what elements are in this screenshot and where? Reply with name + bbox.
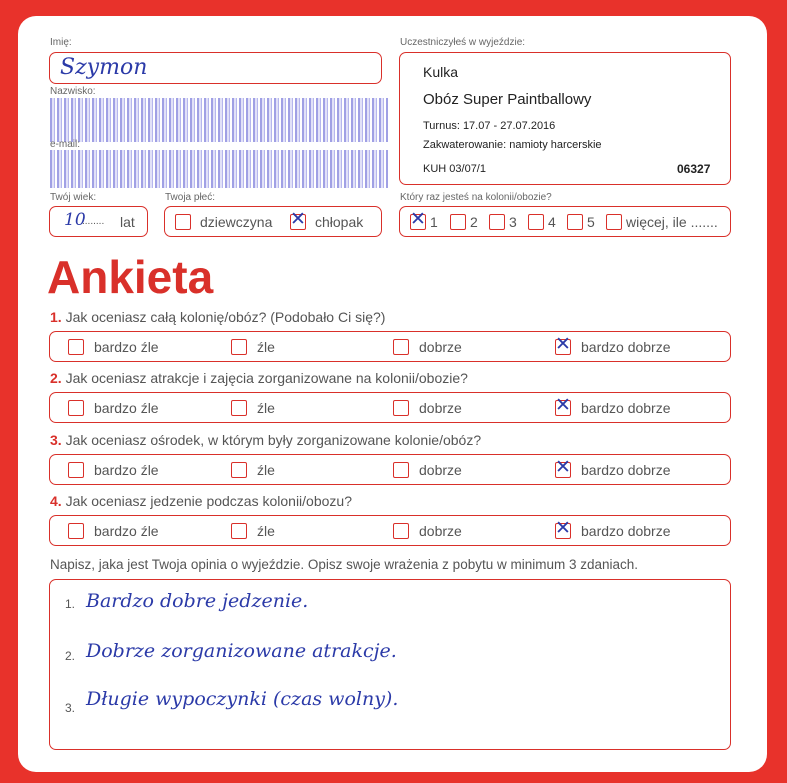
answer-row-4 [49, 515, 731, 546]
question-text: Jak oceniasz atrakcje i zajęcia zorganizowane na kolonii/obozie? [65, 370, 468, 386]
check-mark-icon: ✕ [555, 517, 571, 539]
opinion-num-3: 3. [65, 701, 76, 715]
answer-checkbox-4-2[interactable] [231, 523, 247, 539]
ktory-label-3: 3 [509, 214, 517, 230]
opinion-box[interactable] [49, 579, 731, 750]
answer-checkbox-1-1[interactable] [68, 339, 84, 355]
question-text: Jak oceniasz jedzenie podczas kolonii/obozu? [65, 493, 352, 509]
answer-checkbox-4-3[interactable] [393, 523, 409, 539]
plec-label-chlopak: chłopak [315, 214, 364, 230]
answer-checkbox-1-2[interactable] [231, 339, 247, 355]
ktory-label-1: 1 [430, 214, 438, 230]
answer-checkbox-4-1[interactable] [68, 523, 84, 539]
question-3 [50, 432, 481, 448]
label-nazwisko: Nazwisko: [50, 86, 96, 97]
label-plec: Twoja płeć: [165, 192, 216, 203]
question-text: Jak oceniasz ośrodek, w którym były zorganizowane kolonie/obóz? [65, 432, 482, 448]
answer-checkbox-2-2[interactable] [231, 400, 247, 416]
answer-label: źle [257, 339, 275, 355]
question-2 [50, 370, 468, 386]
check-mark-icon: ✕ [410, 208, 426, 230]
camp-title: Obóz Super Paintballowy [423, 91, 592, 108]
camp-name: Kulka [423, 64, 459, 80]
answer-checkbox-3-2[interactable] [231, 462, 247, 478]
answer-checkbox-4-4[interactable] [555, 517, 571, 539]
answer-label: dobrze [419, 339, 462, 355]
answer-row-1 [49, 331, 731, 362]
nazwisko-redacted [50, 98, 388, 142]
email-redacted [50, 150, 388, 188]
answer-label: dobrze [419, 400, 462, 416]
answer-label: bardzo dobrze [581, 400, 671, 416]
opinion-num-2: 2. [65, 649, 76, 663]
ktory-label-4: 4 [548, 214, 556, 230]
camp-number: 06327 [677, 162, 711, 176]
answer-label: bardzo źle [94, 523, 159, 539]
ktory-checkbox-2[interactable] [450, 214, 466, 230]
check-mark-icon: ✕ [555, 333, 571, 355]
label-imie: Imię: [50, 37, 72, 48]
plec-checkbox-chlopak[interactable] [290, 208, 306, 230]
answer-label: bardzo dobrze [581, 523, 671, 539]
question-4 [50, 493, 352, 509]
opinion-text-3: Długie wypoczynki (czas wolny). [86, 688, 399, 710]
ktory-checkbox-5[interactable] [567, 214, 583, 230]
answer-checkbox-2-3[interactable] [393, 400, 409, 416]
wiek-dots: ........ [82, 216, 105, 227]
wiek-value: 10 [64, 210, 86, 230]
plec-checkbox-dziewczyna[interactable] [175, 214, 191, 230]
plec-field [164, 206, 382, 237]
answer-row-2 [49, 392, 731, 423]
camp-info-box [399, 52, 731, 185]
ktory-checkbox-1[interactable] [410, 208, 426, 230]
answer-label: dobrze [419, 523, 462, 539]
answer-checkbox-2-4[interactable] [555, 394, 571, 416]
question-number: 3. [50, 432, 62, 448]
question-text: Jak oceniasz całą kolonię/obóz? (Podobało Ci się?) [65, 309, 386, 325]
answer-checkbox-1-3[interactable] [393, 339, 409, 355]
answer-checkbox-2-1[interactable] [68, 400, 84, 416]
question-1 [50, 309, 385, 325]
ktory-checkbox-4[interactable] [528, 214, 544, 230]
label-email: e-mail: [50, 139, 81, 150]
wiek-unit: lat [120, 214, 135, 230]
camp-turnus: Turnus: 17.07 - 27.07.2016 [423, 120, 556, 132]
answer-checkbox-3-1[interactable] [68, 462, 84, 478]
answer-label: źle [257, 523, 275, 539]
answer-checkbox-3-4[interactable] [555, 456, 571, 478]
answer-label: źle [257, 400, 275, 416]
ktory-checkbox-3[interactable] [489, 214, 505, 230]
ktory-label-5: 5 [587, 214, 595, 230]
ktory-checkbox-more[interactable] [606, 214, 622, 230]
label-ktory: Który raz jesteś na kolonii/obozie? [400, 192, 552, 203]
imie-value: Szymon [60, 55, 148, 80]
plec-label-dziewczyna: dziewczyna [200, 214, 273, 230]
answer-label: dobrze [419, 462, 462, 478]
ktory-label-more: więcej, ile ....... [626, 214, 718, 230]
imie-field[interactable] [49, 52, 382, 84]
opinion-prompt: Napisz, jaka jest Twoja opinia o wyjeździe. Opisz swoje wrażenia z pobytu w minimum 3 zdaniach. [50, 557, 639, 572]
answer-label: źle [257, 462, 275, 478]
camp-zakwaterowanie: Zakwaterowanie: namioty harcerskie [423, 139, 602, 151]
answer-row-3 [49, 454, 731, 485]
survey-title: Ankieta [47, 251, 214, 303]
answer-label: bardzo źle [94, 339, 159, 355]
camp-code: KUH 03/07/1 [423, 163, 486, 175]
check-mark-icon: ✕ [290, 208, 306, 230]
answer-label: bardzo źle [94, 462, 159, 478]
answer-label: bardzo dobrze [581, 339, 671, 355]
label-uczestnik: Uczestniczyłeś w wyjeździe: [400, 37, 526, 48]
opinion-num-1: 1. [65, 597, 76, 611]
question-number: 1. [50, 309, 62, 325]
answer-label: bardzo dobrze [581, 462, 671, 478]
answer-checkbox-1-4[interactable] [555, 333, 571, 355]
question-number: 4. [50, 493, 62, 509]
label-wiek: Twój wiek: [50, 192, 97, 203]
ktory-field [399, 206, 731, 237]
answer-checkbox-3-3[interactable] [393, 462, 409, 478]
check-mark-icon: ✕ [555, 394, 571, 416]
opinion-text-1: Bardzo dobre jedzenie. [86, 590, 309, 612]
check-mark-icon: ✕ [555, 456, 571, 478]
wiek-field[interactable] [49, 206, 148, 237]
opinion-text-2: Dobrze zorganizowane atrakcje. [86, 640, 397, 662]
ktory-label-2: 2 [470, 214, 478, 230]
answer-label: bardzo źle [94, 400, 159, 416]
question-number: 2. [50, 370, 62, 386]
